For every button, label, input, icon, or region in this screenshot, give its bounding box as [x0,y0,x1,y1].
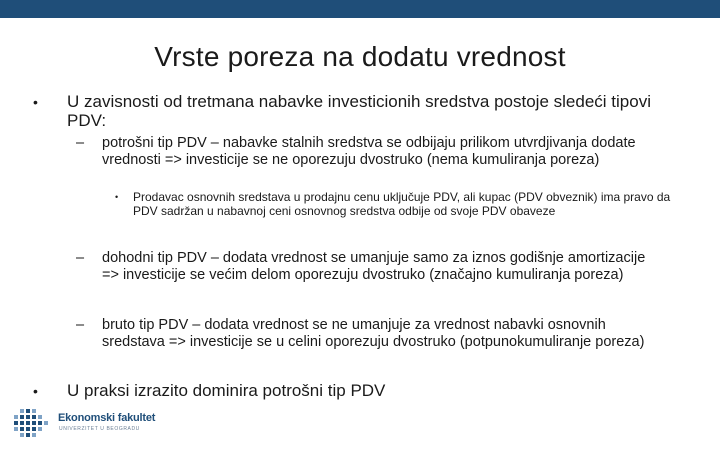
bullet-text-conclusion: U praksi izrazito dominira potrošni tip PDV [67,381,386,400]
slide-title: Vrste poreza na dodatu vrednost [154,41,566,72]
sub-bullet-marker: – [76,317,85,333]
sub-bullet-gross-type: bruto tip PDV – dodata vrednost se ne umanjuje za vrednost nabavki osnovnih sredstava => investicije se u celini oporezuju dvostruko (potpunokumuliranje poreza) [102,317,645,350]
detail-bullet-marker: • [115,192,119,202]
logo-mark-icon [12,407,56,439]
sub-bullet-consumption-type: potrošni tip PDV – nabavke stalnih sredstva se odbijaju prilikom utvrdjivanja dodate vrednosti => investicije se ne oporezuju dvostruko (nema kumuliranja poreza) [102,135,636,168]
top-accent-bar [0,0,720,18]
bullet-marker: • [33,383,38,399]
logo-name: Ekonomski fakultet [58,412,156,424]
bullet-marker: • [33,94,38,110]
faculty-logo [12,405,156,441]
sub-bullet-marker: – [76,250,85,266]
detail-bullet-seller-buyer: Prodavac osnovnih sredstava u prodajnu cenu uključuje PDV, ali kupac (PDV obveznik) ima pravo da PDV sadržan u nabavnoj ceni osnovnog sredstva odbije od svoje PDV obaveze [133,190,671,218]
sub-bullet-income-type: dohodni tip PDV – dodata vrednost se umanjuje samo za iznos godišnje amortizacije => investicije se većim delom oporezuju dvostruko (značajno kumuliranja poreza) [102,250,646,283]
sub-bullet-marker: – [76,135,85,151]
bullet-text-intro: U zavisnosti od tretmana nabavke investicionih sredstva postoje sledeći tipovi PDV: [67,92,651,130]
logo-subtitle: UNIVERZITET U BEOGRADU [59,426,140,432]
